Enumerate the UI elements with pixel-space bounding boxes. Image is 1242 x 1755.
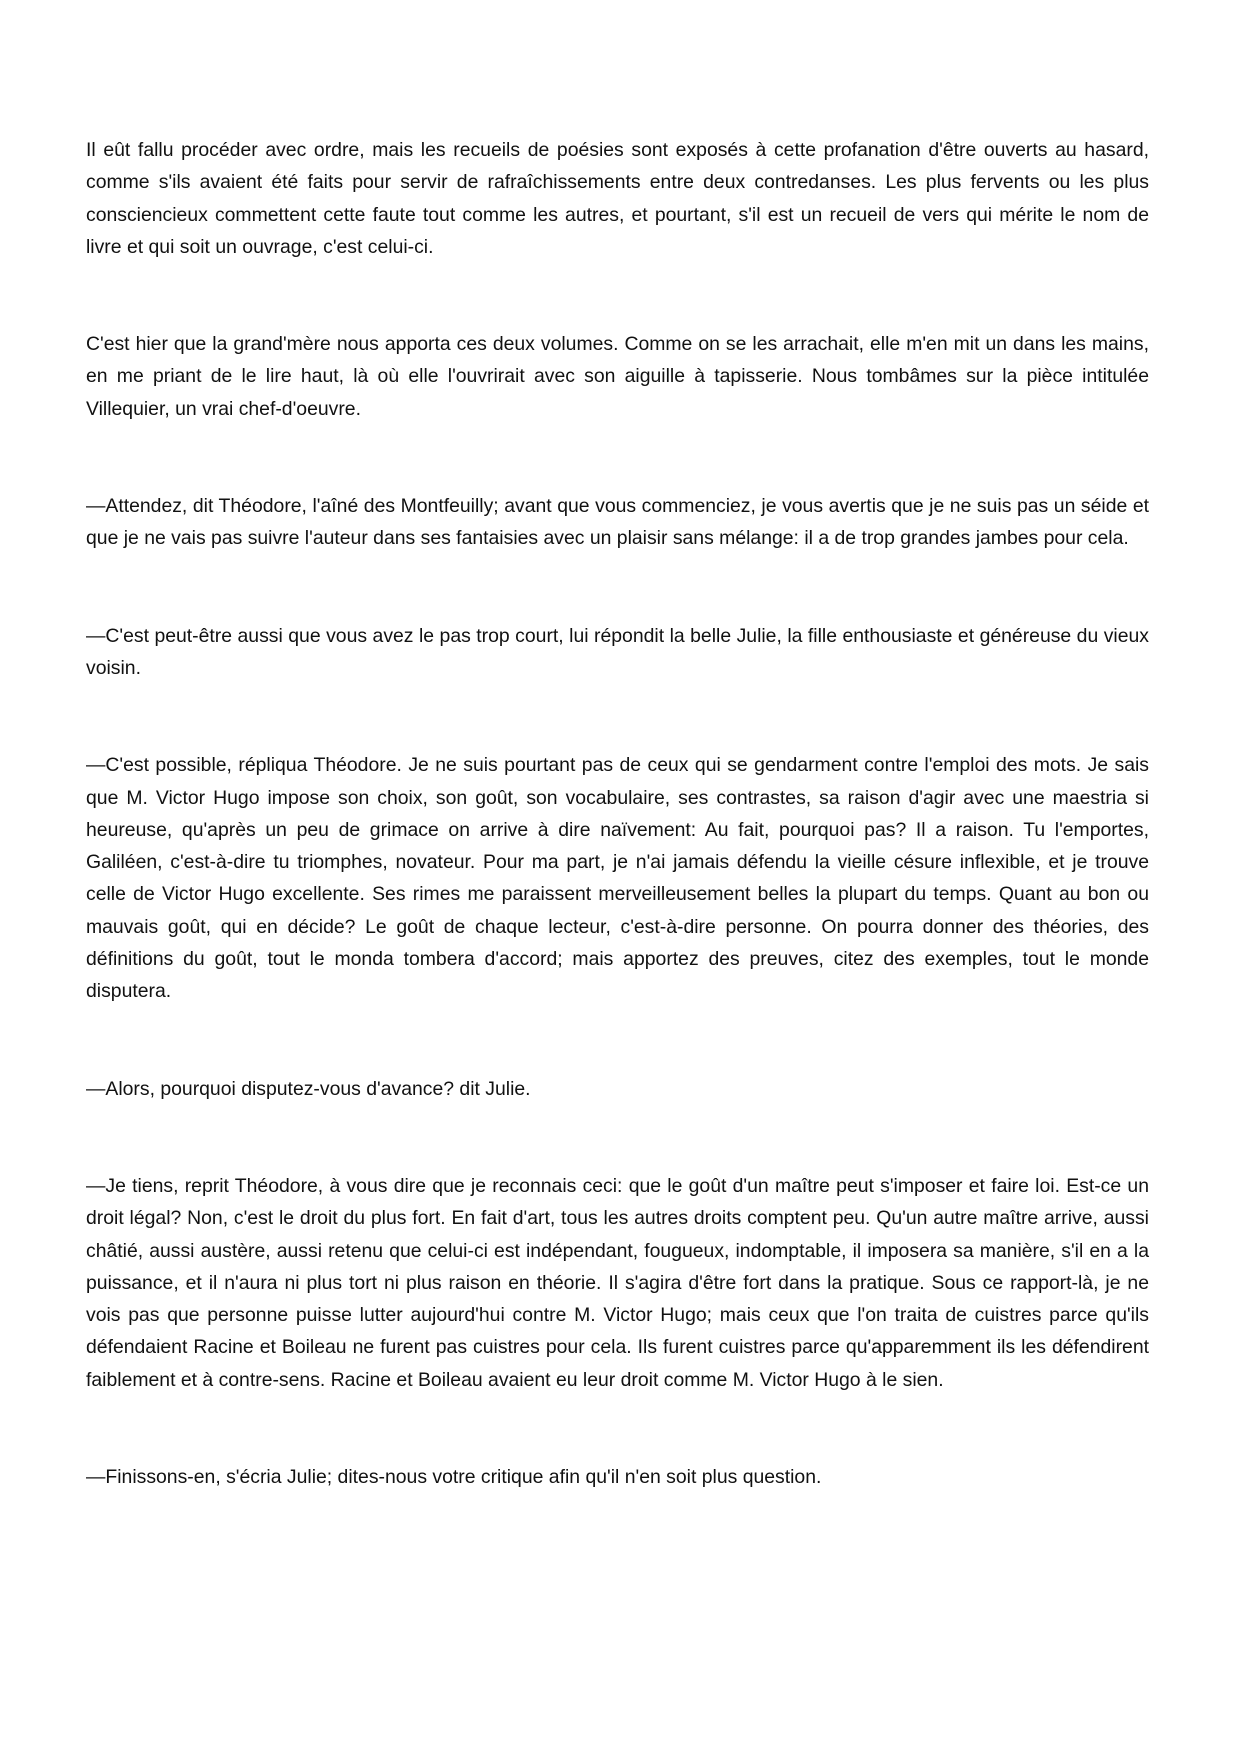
paragraph-8: —Finissons-en, s'écria Julie; dites-nous votre critique afin qu'il n'en soit plus question. xyxy=(86,1466,822,1489)
paragraph-5: —C'est possible, répliqua Théodore. Je ne suis pourtant pas de ceux qui se gendarment contre l'emploi des mots. Je sais que M. Victor Hugo impose son choix, son goût, son vocabulaire, ses contrastes, sa raison d'agir avec une maestria si heureuse, qu'après un peu de grimace on arrive à dire naïvement: Au fait, pourquoi pas? Il a raison. Tu l'emportes, Galiléen, c'est-à-dire tu triomphes, novateur. Pour ma part, je n'ai jamais défendu la vieille césure inflexible, et je trouve celle de Victor Hugo excellente. Ses rimes me paraissent merveilleusement belles la plupart du temps. Quant au bon ou mauvais goût, qui en décide? Le goût de chaque lecteur, c'est-à-dire personne. On pourra donner des théories, des définitions du goût, tout le monda tombera d'accord; mais apportez des preuves, citez des exemples, tout le monde disputera. xyxy=(86,754,1149,1003)
document-page xyxy=(86,0,1149,1755)
paragraph-2: C'est hier que la grand'mère nous apporta ces deux volumes. Comme on se les arrachait, elle m'en mit un dans les mains, en me priant de le lire haut, là où elle l'ouvrirait avec son aiguille à tapisserie. Nous tombâmes sur la pièce intitulée Villequier, un vrai chef-d'oeuvre. xyxy=(86,333,1149,420)
paragraph-1: Il eût fallu procéder avec ordre, mais les recueils de poésies sont exposés à cette profanation d'être ouverts au hasard, comme s'ils avaient été faits pour servir de rafraîchissements entre deux contredanses. Les plus fervents ou les plus consciencieux commettent cette faute tout comme les autres, et pourtant, s'il est un recueil de vers qui mérite le nom de livre et qui soit un ouvrage, c'est celui-ci. xyxy=(86,139,1149,258)
paragraph-3: —Attendez, dit Théodore, l'aîné des Montfeuilly; avant que vous commenciez, je vous avertis que je ne suis pas un séide et que je ne vais pas suivre l'auteur dans ses fantaisies avec un plaisir sans mélange: il a de trop grandes jambes pour cela. xyxy=(86,495,1149,550)
paragraph-7: —Je tiens, reprit Théodore, à vous dire que je reconnais ceci: que le goût d'un maître peut s'imposer et faire loi. Est-ce un droit légal? Non, c'est le droit du plus fort. En fait d'art, tous les autres droits comptent peu. Qu'un autre maître arrive, aussi châtié, aussi austère, aussi retenu que celui-ci est indépendant, fougueux, indomptable, il imposera sa manière, s'il en a la puissance, et il n'aura ni plus tort ni plus raison en théorie. Il s'agira d'être fort dans la pratique. Sous ce rapport-là, je ne vois pas que personne puisse lutter aujourd'hui contre M. Victor Hugo; mais ceux que l'on traita de cuistres parce qu'ils défendaient Racine et Boileau ne furent pas cuistres pour cela. Ils furent cuistres parce qu'apparemment ils les défendirent faiblement et à contre-sens. Racine et Boileau avaient eu leur droit comme M. Victor Hugo à le sien. xyxy=(86,1174,1149,1391)
paragraph-6: —Alors, pourquoi disputez-vous d'avance? dit Julie. xyxy=(86,1077,531,1100)
paragraph-4: —C'est peut-être aussi que vous avez le pas trop court, lui répondit la belle Julie, la fille enthousiaste et généreuse du vieux voisin. xyxy=(86,624,1149,679)
